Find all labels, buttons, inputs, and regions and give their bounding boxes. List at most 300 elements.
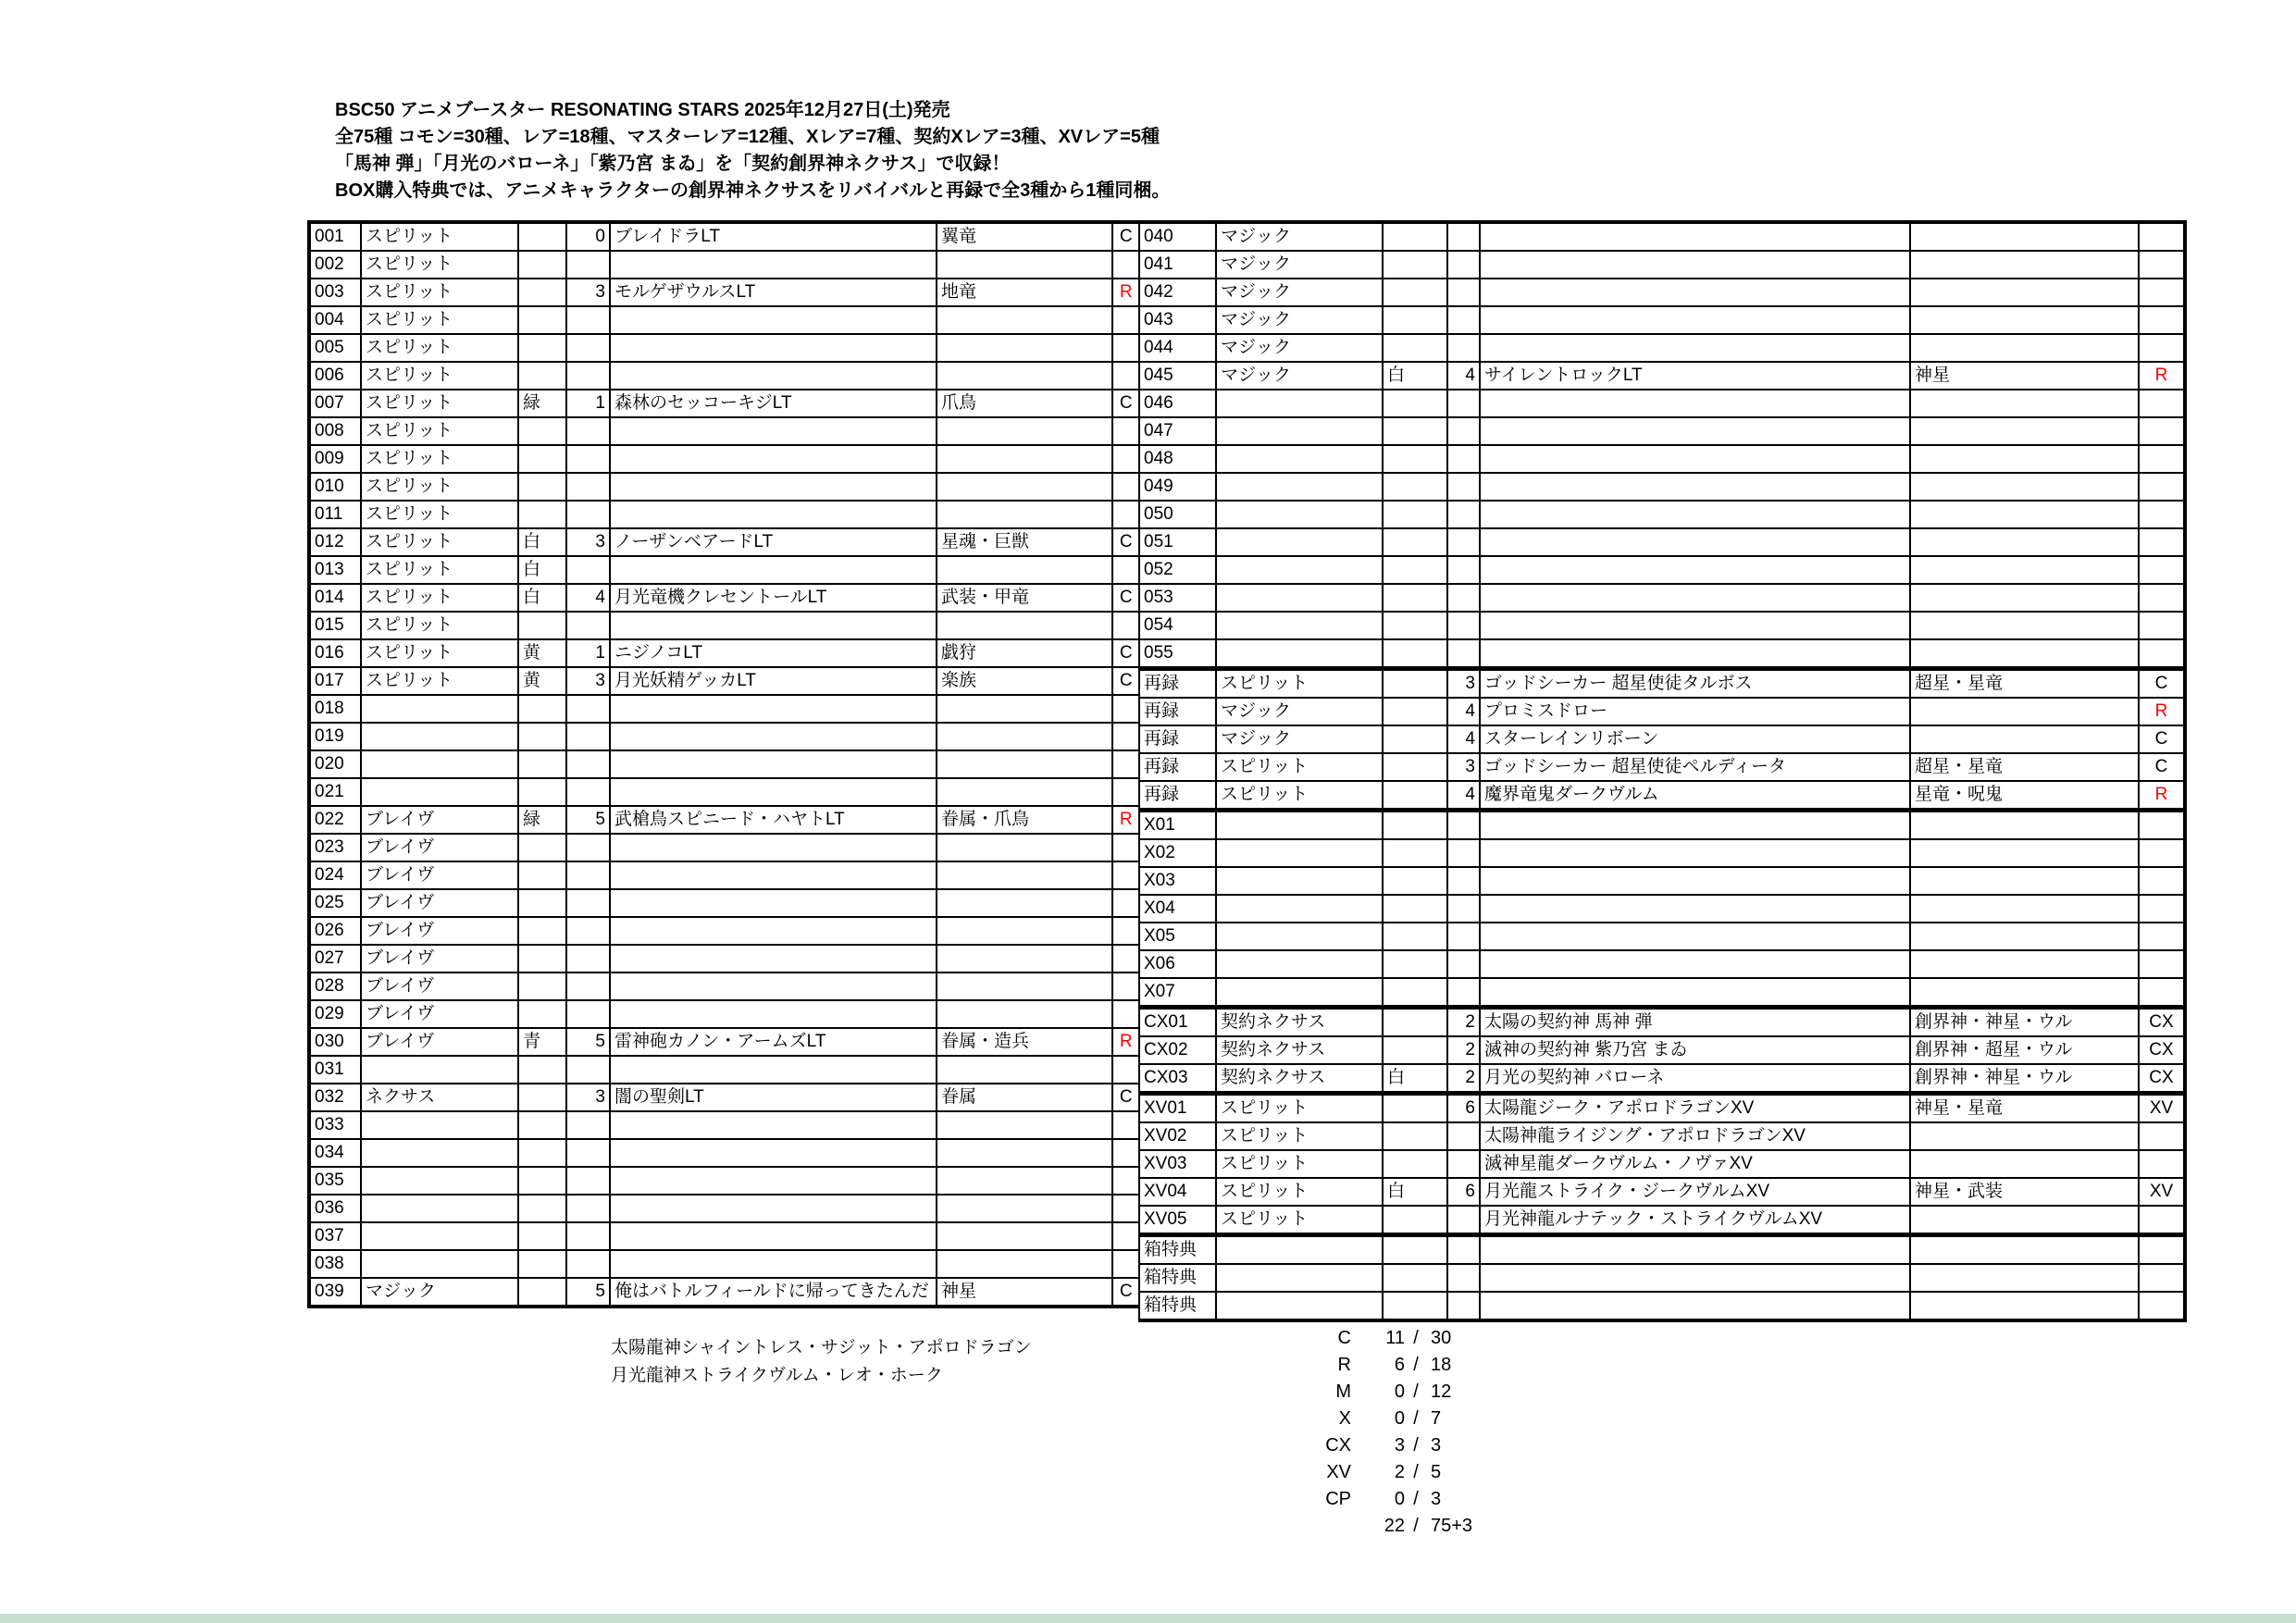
cell-cost[interactable]: 5 <box>566 1028 610 1056</box>
cell-rarity[interactable]: C <box>1112 390 1140 417</box>
cell-cost[interactable] <box>1447 1122 1480 1150</box>
cell-type[interactable] <box>1216 556 1383 584</box>
cell-family[interactable]: 神星 <box>937 1278 1112 1307</box>
cell-color[interactable] <box>518 306 566 334</box>
cell-family[interactable] <box>937 834 1112 861</box>
cell-cost[interactable] <box>1447 251 1480 279</box>
cell-type[interactable] <box>1216 639 1383 669</box>
cell-family[interactable] <box>937 362 1112 390</box>
cell-rarity[interactable]: C <box>2139 725 2185 753</box>
cell-no[interactable]: 027 <box>309 945 361 973</box>
cell-no[interactable]: 026 <box>309 917 361 945</box>
cell-color[interactable]: 赤 <box>518 251 566 279</box>
cell-type[interactable] <box>1216 1264 1383 1292</box>
cell-name[interactable] <box>610 834 937 861</box>
cell-no[interactable]: 049 <box>1139 473 1216 501</box>
cell-color[interactable] <box>1383 978 1447 1008</box>
cell-rarity[interactable] <box>1112 778 1140 806</box>
cell-type[interactable]: マジック <box>1216 251 1383 279</box>
cell-type[interactable]: マジック <box>1216 725 1383 753</box>
cell-cost[interactable] <box>566 723 610 750</box>
cell-cost[interactable] <box>566 695 610 723</box>
cell-color[interactable]: 緑 <box>518 390 566 417</box>
cell-color[interactable] <box>1383 1150 1447 1178</box>
cell-type[interactable]: 契約ネクサス <box>1216 1036 1383 1064</box>
cell-no[interactable]: 051 <box>1139 528 1216 556</box>
cell-cost[interactable] <box>1447 639 1480 669</box>
cell-type[interactable]: スピリット <box>361 390 518 417</box>
cell-color[interactable] <box>1383 839 1447 867</box>
cell-color[interactable] <box>518 917 566 945</box>
cell-no[interactable]: 005 <box>309 334 361 362</box>
cell-family[interactable] <box>937 1056 1112 1084</box>
cell-type[interactable]: ブレイヴ <box>361 1028 518 1056</box>
cell-color[interactable]: 赤 <box>1383 725 1447 753</box>
cell-rarity[interactable] <box>2139 501 2185 528</box>
cell-cost[interactable]: 2 <box>1447 1064 1480 1094</box>
cell-type[interactable]: マジック <box>1216 334 1383 362</box>
cell-color[interactable] <box>1383 584 1447 612</box>
cell-color[interactable] <box>518 723 566 750</box>
cell-type[interactable]: ブレイヴ <box>361 889 518 917</box>
cell-no[interactable]: X05 <box>1139 923 1216 950</box>
cell-rarity[interactable] <box>1112 556 1140 584</box>
cell-type[interactable]: ブレイヴ <box>361 806 518 834</box>
cell-family[interactable] <box>937 501 1112 528</box>
cell-no[interactable]: CX03 <box>1139 1064 1216 1094</box>
cell-type[interactable] <box>1216 390 1383 417</box>
cell-color[interactable] <box>518 1139 566 1167</box>
cell-family[interactable] <box>1910 528 2139 556</box>
cell-type[interactable]: スピリット <box>361 639 518 667</box>
cell-cost[interactable]: 4 <box>566 584 610 612</box>
cell-cost[interactable]: 4 <box>1447 698 1480 725</box>
cell-type[interactable]: ネクサス <box>361 1084 518 1111</box>
cell-no[interactable]: X06 <box>1139 950 1216 978</box>
cell-rarity[interactable] <box>1112 861 1140 889</box>
cell-rarity[interactable] <box>1112 1167 1140 1195</box>
cell-type[interactable]: スピリット <box>361 584 518 612</box>
cell-type[interactable] <box>361 778 518 806</box>
cell-no[interactable]: 038 <box>309 1250 361 1278</box>
cell-cost[interactable] <box>566 1000 610 1028</box>
cell-color[interactable] <box>518 334 566 362</box>
cell-family[interactable] <box>937 889 1112 917</box>
cell-rarity[interactable] <box>1112 750 1140 778</box>
cell-cost[interactable] <box>566 1222 610 1250</box>
cell-no[interactable]: 052 <box>1139 556 1216 584</box>
cell-family[interactable] <box>1910 950 2139 978</box>
cell-family[interactable] <box>1910 612 2139 639</box>
cell-no[interactable]: X07 <box>1139 978 1216 1008</box>
cell-family[interactable]: 爪鳥 <box>937 390 1112 417</box>
cell-name[interactable] <box>1480 811 1910 840</box>
cell-cost[interactable] <box>566 778 610 806</box>
cell-cost[interactable]: 4 <box>1447 725 1480 753</box>
cell-color[interactable]: 赤 <box>1383 753 1447 781</box>
cell-rarity[interactable]: R <box>1112 806 1140 834</box>
cell-name[interactable]: 月光龍ストライク・ジークヴルムXV <box>1480 1178 1910 1206</box>
cell-type[interactable] <box>1216 612 1383 639</box>
cell-cost[interactable] <box>566 889 610 917</box>
cell-name[interactable] <box>1480 501 1910 528</box>
cell-name[interactable] <box>1480 1292 1910 1320</box>
cell-no[interactable]: 044 <box>1139 334 1216 362</box>
cell-cost[interactable] <box>1447 222 1480 251</box>
cell-no[interactable]: 004 <box>309 306 361 334</box>
cell-cost[interactable] <box>1447 1206 1480 1235</box>
cell-family[interactable] <box>1910 222 2139 251</box>
cell-family[interactable] <box>1910 473 2139 501</box>
cell-no[interactable]: 024 <box>309 861 361 889</box>
cell-family[interactable] <box>937 917 1112 945</box>
cell-name[interactable] <box>1480 895 1910 923</box>
cell-family[interactable] <box>937 1195 1112 1222</box>
cell-rarity[interactable] <box>1112 334 1140 362</box>
cell-rarity[interactable] <box>2139 306 2185 334</box>
cell-type[interactable]: スピリット <box>361 362 518 390</box>
cell-color[interactable]: 黄 <box>518 667 566 695</box>
cell-name[interactable] <box>610 1111 937 1139</box>
cell-name[interactable]: ゴッドシーカー 超星使徒タルボス <box>1480 669 1910 699</box>
cell-cost[interactable]: 3 <box>1447 669 1480 699</box>
cell-cost[interactable] <box>566 251 610 279</box>
cell-rarity[interactable] <box>2139 584 2185 612</box>
cell-name[interactable] <box>610 306 937 334</box>
cell-no[interactable]: 050 <box>1139 501 1216 528</box>
cell-type[interactable] <box>1216 1235 1383 1265</box>
cell-name[interactable] <box>1480 251 1910 279</box>
cell-name[interactable]: ニジノコLT <box>610 639 937 667</box>
cell-cost[interactable]: 3 <box>566 1084 610 1111</box>
cell-color[interactable] <box>1383 923 1447 950</box>
cell-rarity[interactable] <box>1112 1111 1140 1139</box>
cell-color[interactable] <box>518 750 566 778</box>
cell-type[interactable] <box>361 1111 518 1139</box>
cell-rarity[interactable] <box>2139 923 2185 950</box>
cell-type[interactable]: スピリット <box>361 501 518 528</box>
cell-no[interactable]: 046 <box>1139 390 1216 417</box>
cell-color[interactable] <box>1383 639 1447 669</box>
cell-family[interactable] <box>937 1000 1112 1028</box>
cell-cost[interactable] <box>566 1111 610 1139</box>
cell-name[interactable]: 闇の聖剣LT <box>610 1084 937 1111</box>
cell-no[interactable]: 042 <box>1139 279 1216 306</box>
cell-no[interactable]: XV01 <box>1139 1094 1216 1123</box>
cell-no[interactable]: 033 <box>309 1111 361 1139</box>
cell-cost[interactable]: 3 <box>566 279 610 306</box>
cell-cost[interactable] <box>1447 811 1480 840</box>
cell-color[interactable]: 赤 <box>518 279 566 306</box>
cell-rarity[interactable] <box>1112 723 1140 750</box>
cell-no[interactable]: 003 <box>309 279 361 306</box>
cell-no[interactable]: X04 <box>1139 895 1216 923</box>
cell-cost[interactable] <box>1447 895 1480 923</box>
cell-no[interactable]: 047 <box>1139 417 1216 445</box>
cell-name[interactable]: 太陽龍ジーク・アポロドラゴンXV <box>1480 1094 1910 1123</box>
cell-rarity[interactable] <box>1112 417 1140 445</box>
cell-rarity[interactable] <box>2139 1264 2185 1292</box>
cell-type[interactable]: スピリット <box>1216 753 1383 781</box>
cell-name[interactable] <box>610 778 937 806</box>
cell-cost[interactable] <box>566 917 610 945</box>
cell-family[interactable] <box>937 861 1112 889</box>
cell-rarity[interactable]: XV <box>2139 1094 2185 1123</box>
cell-type[interactable] <box>1216 528 1383 556</box>
cell-no[interactable]: 053 <box>1139 584 1216 612</box>
cell-type[interactable]: ブレイヴ <box>361 945 518 973</box>
cell-family[interactable] <box>1910 867 2139 895</box>
cell-family[interactable] <box>1910 811 2139 840</box>
cell-type[interactable]: スピリット <box>1216 1094 1383 1123</box>
cell-rarity[interactable] <box>1112 917 1140 945</box>
cell-type[interactable]: スピリット <box>1216 1122 1383 1150</box>
cell-color[interactable] <box>1383 251 1447 279</box>
cell-color[interactable] <box>1383 445 1447 473</box>
cell-color[interactable]: 白 <box>518 584 566 612</box>
cell-color[interactable] <box>1383 528 1447 556</box>
cell-cost[interactable] <box>566 334 610 362</box>
cell-name[interactable] <box>1480 612 1910 639</box>
cell-family[interactable]: 戯狩 <box>937 639 1112 667</box>
cell-rarity[interactable] <box>1112 834 1140 861</box>
cell-cost[interactable] <box>566 501 610 528</box>
cell-family[interactable]: 星竜・呪鬼 <box>1910 781 2139 811</box>
cell-type[interactable]: マジック <box>1216 306 1383 334</box>
cell-cost[interactable] <box>1447 473 1480 501</box>
cell-cost[interactable] <box>566 556 610 584</box>
cell-name[interactable] <box>1480 950 1910 978</box>
cell-rarity[interactable] <box>2139 445 2185 473</box>
cell-type[interactable] <box>1216 895 1383 923</box>
cell-name[interactable] <box>1480 1235 1910 1265</box>
cell-color[interactable] <box>518 1000 566 1028</box>
cell-name[interactable] <box>610 612 937 639</box>
cell-cost[interactable] <box>566 362 610 390</box>
cell-color[interactable] <box>1383 950 1447 978</box>
cell-no[interactable]: XV03 <box>1139 1150 1216 1178</box>
cell-no[interactable]: 037 <box>309 1222 361 1250</box>
cell-family[interactable] <box>1910 895 2139 923</box>
cell-color[interactable] <box>518 362 566 390</box>
cell-type[interactable] <box>361 1195 518 1222</box>
cell-cost[interactable] <box>566 834 610 861</box>
cell-type[interactable] <box>1216 1292 1383 1320</box>
cell-no[interactable]: 022 <box>309 806 361 834</box>
cell-no[interactable]: 030 <box>309 1028 361 1056</box>
cell-color[interactable] <box>1383 417 1447 445</box>
cell-no[interactable]: 021 <box>309 778 361 806</box>
cell-rarity[interactable] <box>1112 1000 1140 1028</box>
cell-rarity[interactable] <box>2139 895 2185 923</box>
cell-color[interactable]: 赤 <box>1383 698 1447 725</box>
cell-name[interactable] <box>610 917 937 945</box>
cell-color[interactable] <box>518 945 566 973</box>
cell-rarity[interactable] <box>1112 251 1140 279</box>
cell-cost[interactable] <box>566 1195 610 1222</box>
cell-color[interactable]: 赤 <box>1383 1094 1447 1123</box>
cell-rarity[interactable] <box>2139 251 2185 279</box>
cell-cost[interactable]: 2 <box>1447 1036 1480 1064</box>
cell-rarity[interactable] <box>1112 1222 1140 1250</box>
cell-family[interactable] <box>937 1139 1112 1167</box>
cell-type[interactable] <box>361 1056 518 1084</box>
cell-color[interactable] <box>518 973 566 1000</box>
cell-rarity[interactable]: R <box>2139 698 2185 725</box>
cell-no[interactable]: CX02 <box>1139 1036 1216 1064</box>
cell-color[interactable]: 紫 <box>518 1084 566 1111</box>
cell-cost[interactable] <box>1447 867 1480 895</box>
cell-family[interactable]: 超星・星竜 <box>1910 669 2139 699</box>
cell-family[interactable] <box>1910 978 2139 1008</box>
cell-color[interactable] <box>518 1250 566 1278</box>
cell-family[interactable] <box>1910 279 2139 306</box>
cell-no[interactable]: 箱特典 <box>1139 1235 1216 1265</box>
cell-family[interactable]: 創界神・神星・ウル <box>1910 1008 2139 1037</box>
cell-cost[interactable] <box>1447 279 1480 306</box>
cell-cost[interactable] <box>1447 445 1480 473</box>
cell-name[interactable]: 魔界竜鬼ダークヴルム <box>1480 781 1910 811</box>
cell-cost[interactable]: 3 <box>1447 753 1480 781</box>
cell-family[interactable]: 創界神・神星・ウル <box>1910 1064 2139 1094</box>
cell-color[interactable]: 赤 <box>518 222 566 251</box>
cell-name[interactable] <box>1480 923 1910 950</box>
cell-family[interactable] <box>1910 639 2139 669</box>
cell-color[interactable]: 白 <box>1383 1064 1447 1094</box>
cell-family[interactable] <box>1910 556 2139 584</box>
cell-type[interactable] <box>1216 584 1383 612</box>
cell-name[interactable] <box>1480 528 1910 556</box>
cell-family[interactable]: 眷属・造兵 <box>937 1028 1112 1056</box>
cell-color[interactable] <box>1383 279 1447 306</box>
cell-rarity[interactable]: C <box>1112 1084 1140 1111</box>
cell-name[interactable]: 武槍鳥スピニード・ハヤトLT <box>610 806 937 834</box>
cell-name[interactable]: 月光妖精ゲッカLT <box>610 667 937 695</box>
cell-family[interactable] <box>1910 584 2139 612</box>
cell-name[interactable] <box>610 695 937 723</box>
cell-color[interactable] <box>1383 1206 1447 1235</box>
cell-type[interactable]: スピリット <box>361 417 518 445</box>
cell-color[interactable] <box>1383 473 1447 501</box>
cell-no[interactable]: 016 <box>309 639 361 667</box>
cell-rarity[interactable] <box>2139 528 2185 556</box>
cell-no[interactable]: 043 <box>1139 306 1216 334</box>
cell-no[interactable]: 007 <box>309 390 361 417</box>
cell-rarity[interactable] <box>1112 889 1140 917</box>
cell-color[interactable]: 黄 <box>518 639 566 667</box>
cell-name[interactable] <box>610 1139 937 1167</box>
cell-type[interactable] <box>1216 417 1383 445</box>
cell-color[interactable]: 白 <box>518 528 566 556</box>
cell-name[interactable] <box>610 334 937 362</box>
cell-rarity[interactable]: C <box>1112 667 1140 695</box>
cell-family[interactable] <box>937 445 1112 473</box>
cell-no[interactable]: 036 <box>309 1195 361 1222</box>
cell-type[interactable]: スピリット <box>361 222 518 251</box>
cell-no[interactable]: 箱特典 <box>1139 1292 1216 1320</box>
cell-color[interactable] <box>1383 895 1447 923</box>
cell-no[interactable]: 013 <box>309 556 361 584</box>
cell-family[interactable] <box>937 417 1112 445</box>
cell-type[interactable] <box>1216 950 1383 978</box>
cell-type[interactable]: スピリット <box>361 528 518 556</box>
cell-color[interactable] <box>1383 501 1447 528</box>
cell-color[interactable] <box>1383 556 1447 584</box>
cell-name[interactable] <box>610 473 937 501</box>
cell-cost[interactable] <box>1447 978 1480 1008</box>
cell-name[interactable] <box>610 750 937 778</box>
cell-no[interactable]: 031 <box>309 1056 361 1084</box>
cell-family[interactable] <box>1910 390 2139 417</box>
cell-type[interactable]: スピリット <box>361 334 518 362</box>
cell-no[interactable]: 034 <box>309 1139 361 1167</box>
cell-family[interactable] <box>937 695 1112 723</box>
cell-name[interactable] <box>1480 839 1910 867</box>
cell-cost[interactable] <box>566 417 610 445</box>
cell-type[interactable] <box>1216 839 1383 867</box>
cell-family[interactable]: 星魂・巨獣 <box>937 528 1112 556</box>
cell-type[interactable]: スピリット <box>361 306 518 334</box>
cell-family[interactable] <box>1910 334 2139 362</box>
cell-rarity[interactable] <box>1112 362 1140 390</box>
cell-cost[interactable] <box>1447 1235 1480 1265</box>
cell-rarity[interactable] <box>2139 978 2185 1008</box>
cell-rarity[interactable] <box>2139 390 2185 417</box>
cell-type[interactable]: スピリット <box>361 251 518 279</box>
cell-name[interactable] <box>610 861 937 889</box>
cell-cost[interactable] <box>566 1139 610 1167</box>
cell-family[interactable] <box>937 973 1112 1000</box>
cell-rarity[interactable]: CX <box>2139 1008 2185 1037</box>
cell-no[interactable]: 001 <box>309 222 361 251</box>
cell-color[interactable] <box>518 889 566 917</box>
cell-name[interactable] <box>610 501 937 528</box>
cell-rarity[interactable] <box>2139 839 2185 867</box>
cell-no[interactable]: 054 <box>1139 612 1216 639</box>
cell-rarity[interactable]: C <box>2139 753 2185 781</box>
cell-no[interactable]: 029 <box>309 1000 361 1028</box>
cell-type[interactable]: ブレイヴ <box>361 861 518 889</box>
cell-name[interactable]: 滅神の契約神 紫乃宮 まゐ <box>1480 1036 1910 1064</box>
cell-rarity[interactable] <box>1112 501 1140 528</box>
cell-no[interactable]: 023 <box>309 834 361 861</box>
cell-cost[interactable] <box>1447 501 1480 528</box>
cell-family[interactable] <box>1910 1122 2139 1150</box>
cell-type[interactable] <box>361 750 518 778</box>
cell-color[interactable] <box>518 417 566 445</box>
cell-type[interactable]: マジック <box>1216 222 1383 251</box>
cell-cost[interactable]: 6 <box>1447 1094 1480 1123</box>
cell-type[interactable]: マジック <box>1216 279 1383 306</box>
cell-cost[interactable] <box>1447 556 1480 584</box>
cell-family[interactable] <box>1910 251 2139 279</box>
cell-family[interactable]: 神星 <box>1910 362 2139 390</box>
cell-type[interactable] <box>1216 445 1383 473</box>
cell-no[interactable]: 040 <box>1139 222 1216 251</box>
cell-type[interactable]: 契約ネクサス <box>1216 1008 1383 1037</box>
cell-type[interactable]: マジック <box>1216 362 1383 390</box>
cell-cost[interactable]: 5 <box>566 1278 610 1307</box>
cell-cost[interactable] <box>566 945 610 973</box>
cell-family[interactable] <box>937 612 1112 639</box>
cell-name[interactable] <box>1480 417 1910 445</box>
cell-color[interactable]: 青 <box>518 1028 566 1056</box>
cell-name[interactable] <box>610 973 937 1000</box>
cell-rarity[interactable] <box>2139 639 2185 669</box>
cell-type[interactable]: スピリット <box>361 279 518 306</box>
cell-rarity[interactable] <box>2139 867 2185 895</box>
cell-color[interactable] <box>1383 334 1447 362</box>
